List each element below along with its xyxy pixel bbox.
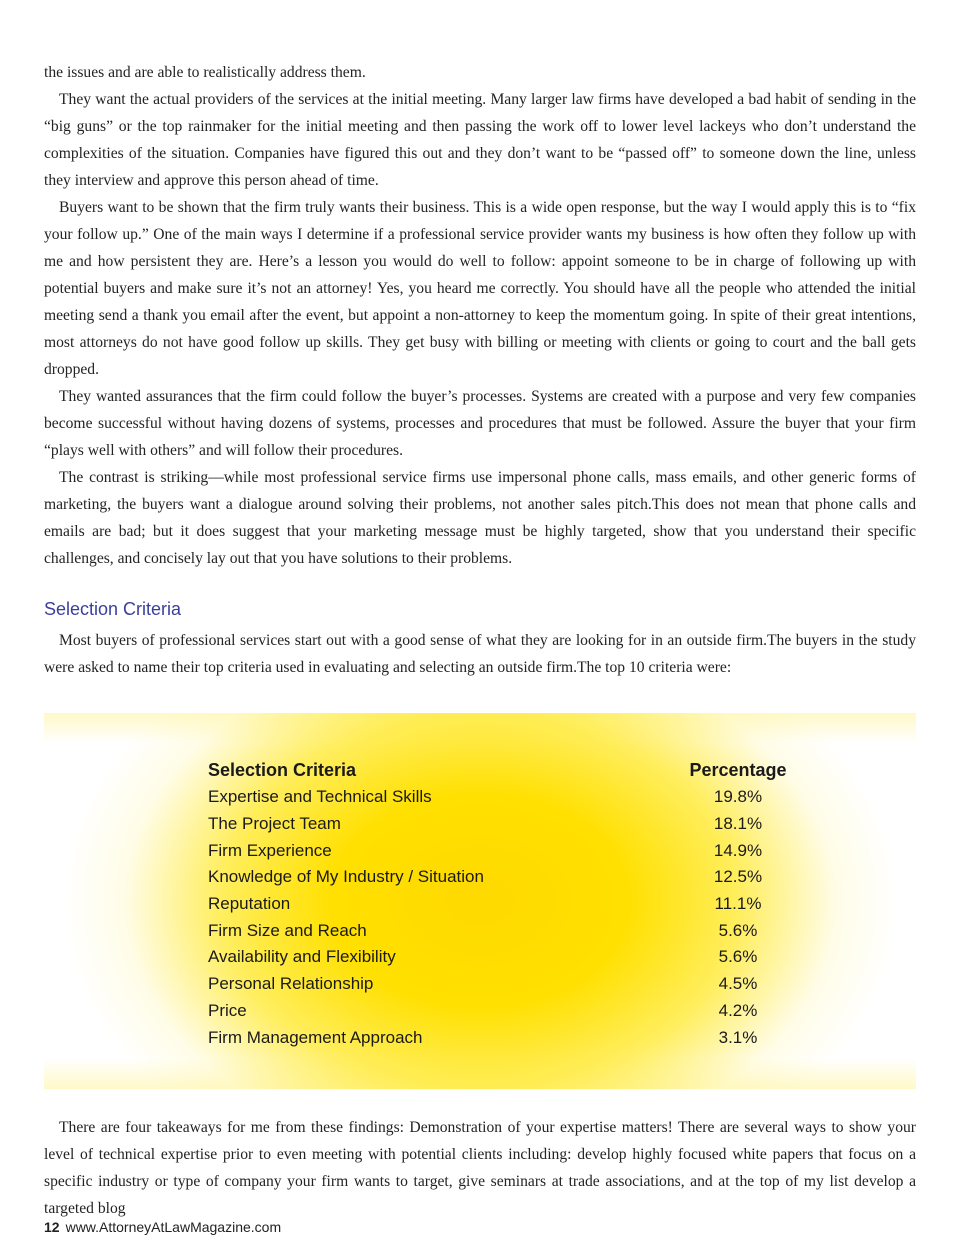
section-intro [44, 627, 916, 681]
section-heading: Selection Criteria [44, 599, 182, 619]
criteria-name: Reputation [208, 894, 291, 914]
criteria-percentage: 12.5% [713, 867, 763, 887]
table-row [208, 998, 788, 1025]
header-percentage: Percentage [689, 759, 787, 780]
criteria-percentage: 19.8% [713, 787, 763, 807]
article-body-bottom [44, 1114, 916, 1222]
header-criteria: Selection Criteria [208, 759, 357, 780]
criteria-name: Expertise and Technical Skills [208, 787, 432, 807]
table-row [208, 784, 788, 811]
page-number: 12 [44, 1219, 60, 1235]
table-row [208, 864, 788, 891]
paragraph-takeaways: There are four takeaways for me from these findings: Demonstration of your expertise matters! There are several ways to show your level of technical expertise prior to even meeting with potential clients including: develop highly focused white papers that focus on a specific industry or type of company your firm wants to target, give seminars at trade associations, and at the top of my list develop a targeted blog [44, 1119, 916, 1217]
table-row [208, 917, 788, 944]
criteria-name: Knowledge of My Industry / Situation [208, 867, 484, 887]
criteria-name: Price [208, 1000, 247, 1020]
criteria-table [208, 756, 788, 1051]
table-row [208, 811, 788, 838]
paragraph-intro: Most buyers of professional services start out with a good sense of what they are looking for in an outside firm.The buyers in the study were asked to name their top criteria used in evaluating and selecting an outside firm.The top 10 criteria were: [44, 632, 916, 676]
criteria-name: Firm Management Approach [208, 1027, 423, 1047]
footer-url[interactable]: www.AttorneyAtLawMagazine.com [65, 1219, 282, 1235]
criteria-percentage: 11.1% [714, 894, 762, 914]
criteria-percentage: 5.6% [718, 947, 758, 967]
criteria-percentage: 18.1% [713, 814, 763, 834]
criteria-name: Firm Size and Reach [208, 920, 367, 940]
paragraph-wants-business: Buyers want to be shown that the firm truly wants their business. This is a wide open response, but the way I would apply this is to “fix your follow up.” One of the main ways I determine if a professional service provider wants my business is how often they follow up with me and how persistent they are. Here’s a lesson you would do well to follow: appoint someone to be in charge of following up with potential buyers and make sure it’s not an attorney! Yes, you heard me correctly. You should have all the people who attended the initial meeting send a thank you email after the event, but appoint a non-attorney to keep the momentum going. In spite of their great intentions, most attorneys do not have good follow up skills. They get busy with billing or meeting with clients or going to court and the ball gets dropped. [44, 199, 916, 378]
criteria-name: Firm Experience [208, 840, 332, 860]
criteria-percentage: 5.6% [718, 920, 758, 940]
criteria-percentage: 3.1% [718, 1027, 758, 1047]
paragraph-assurances: They wanted assurances that the firm could follow the buyer’s processes. Systems are created with a purpose and very few companies become successful without having dozens of systems, processes and procedures that must be followed. Assure the buyer that your firm “plays well with others” and will follow their procedures. [44, 388, 916, 459]
criteria-percentage: 14.9% [713, 840, 763, 860]
table-row [208, 944, 788, 971]
table-row [208, 971, 788, 998]
page-footer [44, 1219, 281, 1235]
criteria-percentage: 4.5% [718, 974, 758, 994]
table-row [208, 837, 788, 864]
article-body-top [44, 59, 916, 572]
table-header-row [208, 756, 788, 784]
criteria-name: Availability and Flexibility [208, 947, 396, 967]
paragraph-contrast: The contrast is striking—while most professional service firms use impersonal phone calls, mass emails, and other generic forms of marketing, the buyers want a dialogue around solving their problems, not another sales pitch.This does not mean that phone calls and emails are bad; but it does suggest that your marketing message must be highly targeted, show that you understand their specific challenges, and concisely lay out that you have solutions to their problems. [44, 469, 916, 567]
criteria-name: The Project Team [208, 814, 341, 834]
table-row [208, 1024, 788, 1051]
paragraph-actual-providers: They want the actual providers of the services at the initial meeting. Many larger law firms have developed a bad habit of sending in the “big guns” or the top rainmaker for the initial meeting and then passing the work off to lower level lackeys who don’t understand the complexities of the situation. Companies have figured this out and they don’t want to be “passed off” to someone down the line, unless they interview and approve this person ahead of time. [44, 91, 916, 189]
paragraph-continuation: the issues and are able to realistically address them. [44, 64, 366, 81]
table-row [208, 891, 788, 918]
criteria-panel [44, 713, 916, 1089]
criteria-percentage: 4.2% [718, 1000, 758, 1020]
criteria-name: Personal Relationship [208, 974, 374, 994]
